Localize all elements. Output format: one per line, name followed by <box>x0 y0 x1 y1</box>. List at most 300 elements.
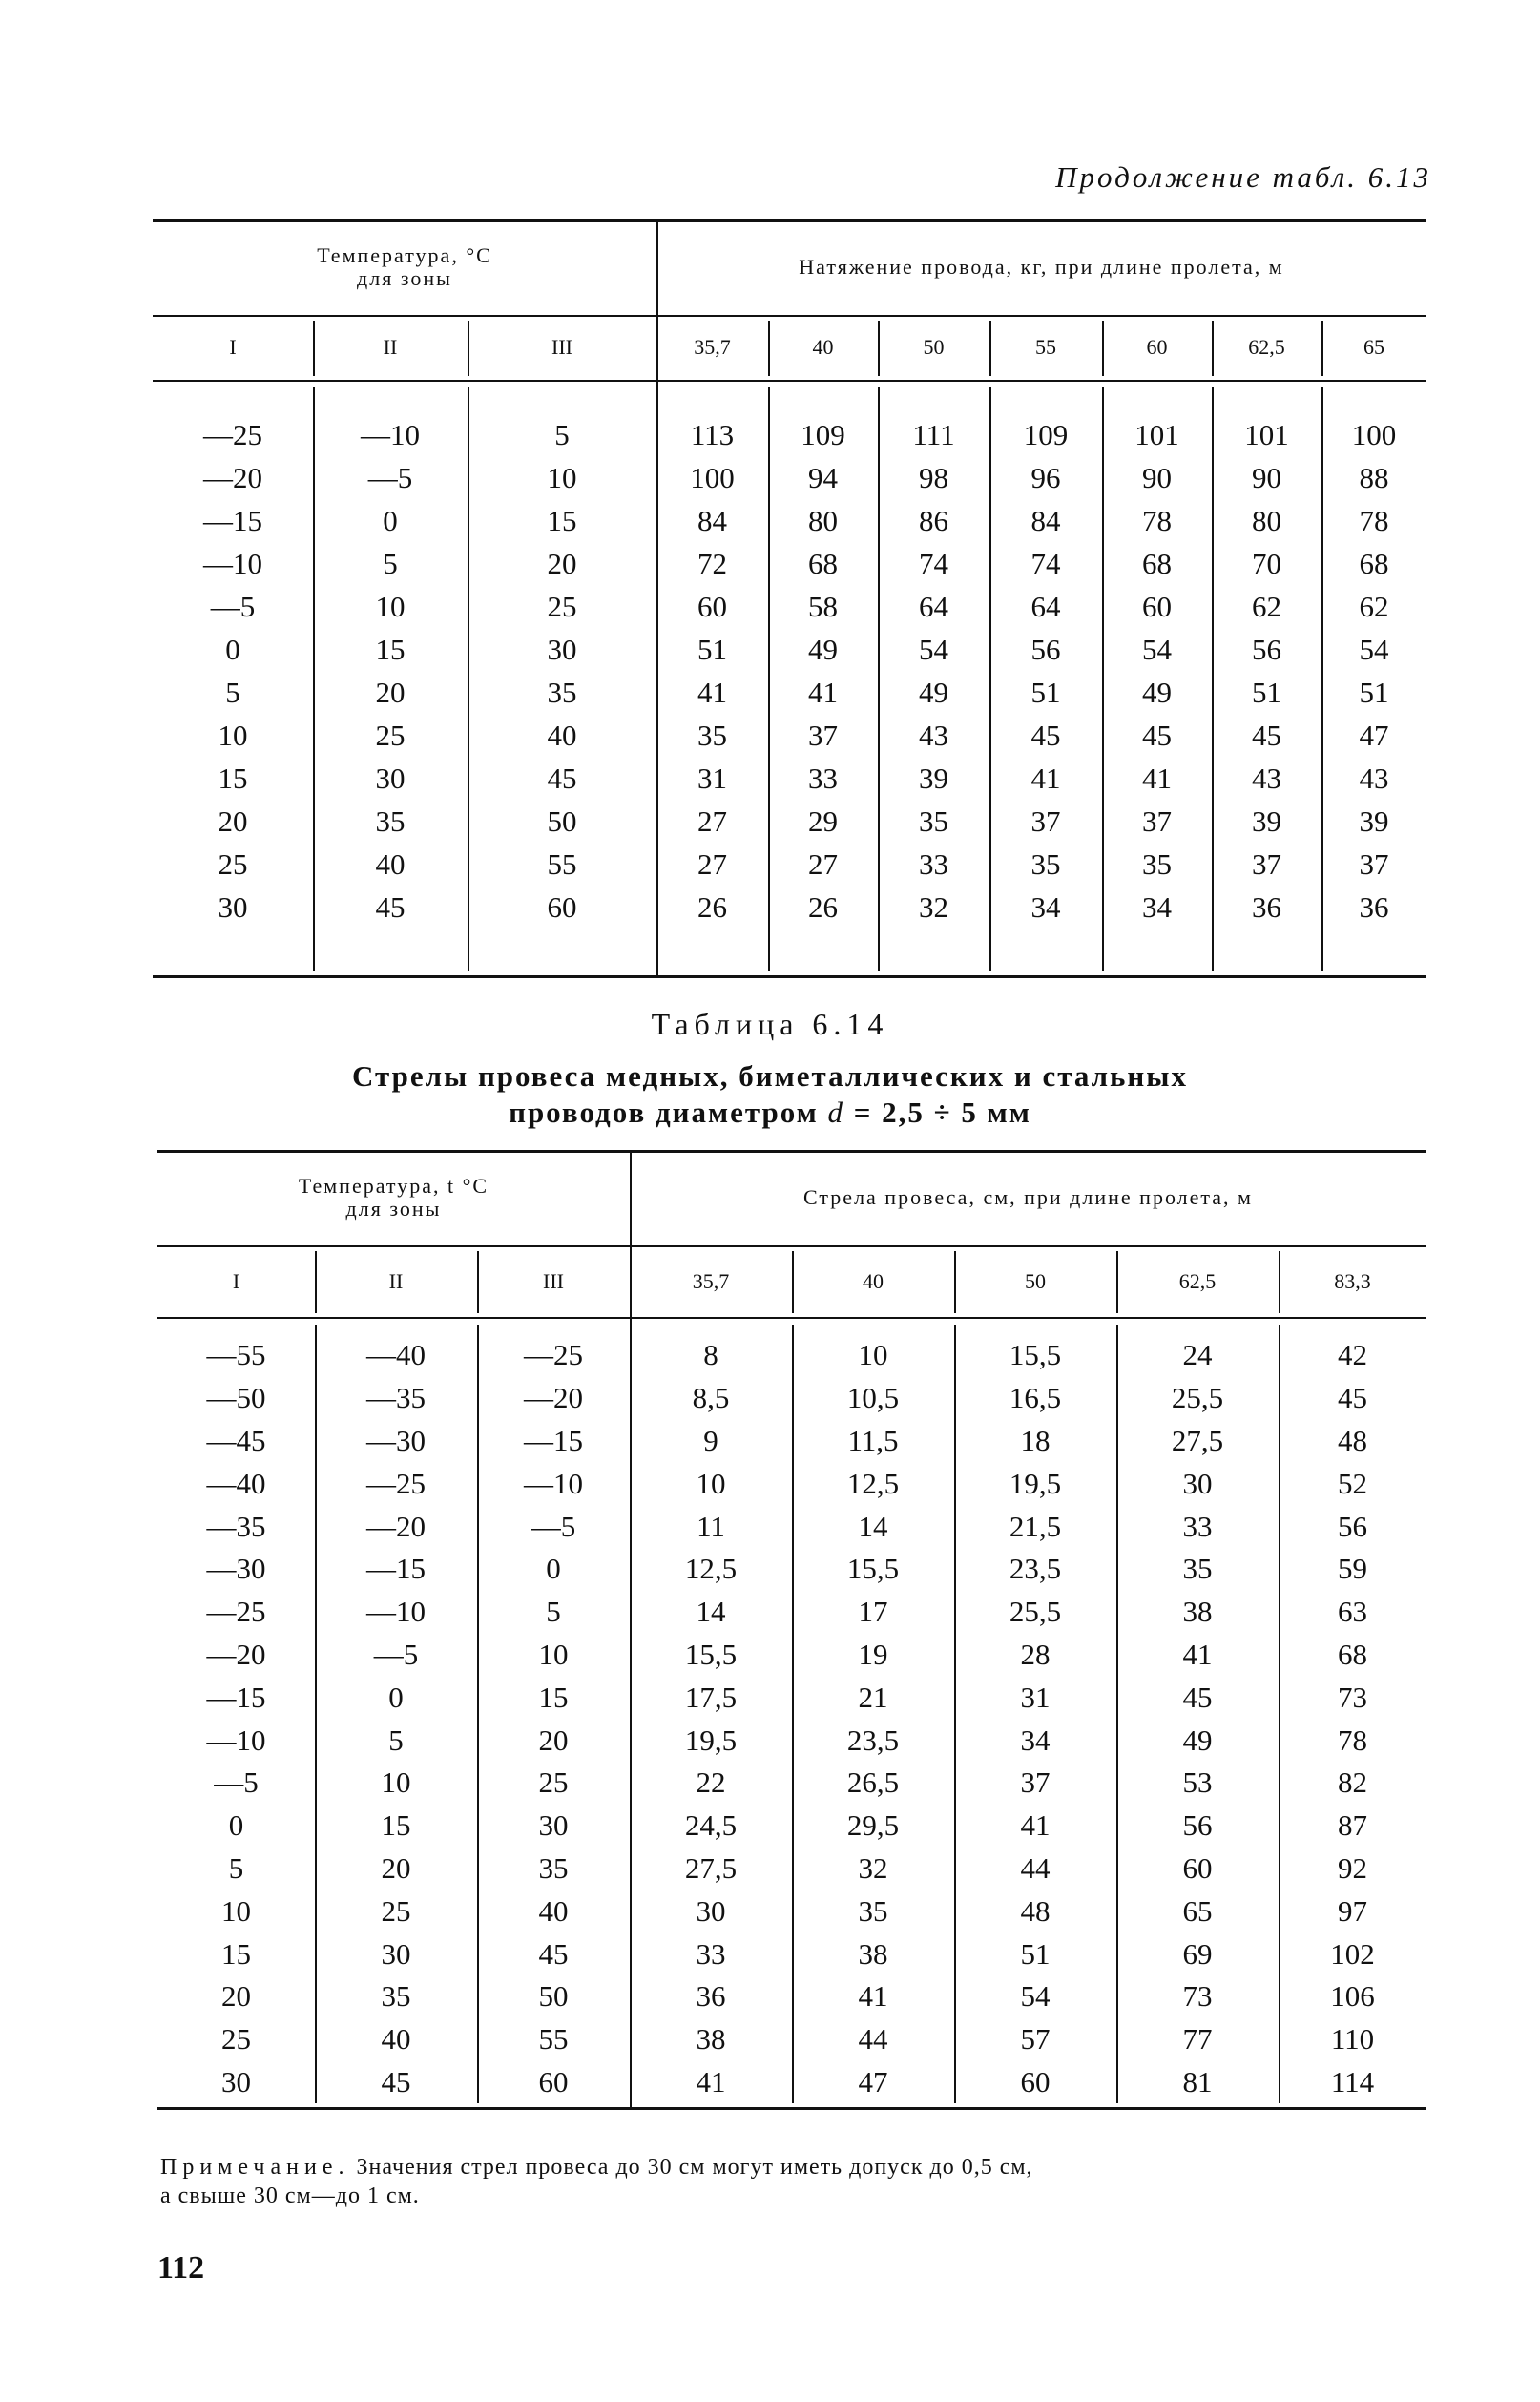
temperature-cell: 5 <box>225 675 240 709</box>
value-cell: 68 <box>1142 546 1172 580</box>
temperature-cell: 0 <box>383 503 398 537</box>
temperature-cell: 5 <box>388 1723 404 1757</box>
temperature-cell: —25 <box>366 1466 426 1500</box>
value-cell: 34 <box>1020 1723 1051 1757</box>
temperature-cell: 10 <box>381 1765 411 1800</box>
value-cell: 35 <box>1142 846 1172 881</box>
temperature-cell: —5 <box>531 1509 576 1543</box>
value-cell: 36 <box>1359 889 1389 924</box>
value-cell: 17,5 <box>684 1680 738 1714</box>
value-cell: 41 <box>696 2064 726 2099</box>
value-cell: 106 <box>1330 1979 1375 2014</box>
value-cell: 27 <box>697 846 727 881</box>
table-title-var: d <box>827 1096 844 1129</box>
value-cell: 60 <box>1182 1850 1213 1885</box>
temperature-cell: 15 <box>221 1936 251 1971</box>
temperature-cell: 0 <box>225 632 240 666</box>
value-cell: 32 <box>858 1850 888 1885</box>
temperature-cell: 35 <box>538 1850 569 1885</box>
value-cell: 45 <box>1142 718 1172 752</box>
temperature-cell: 30 <box>381 1936 411 1971</box>
value-cell: 14 <box>696 1595 726 1629</box>
value-cell: 80 <box>808 503 838 537</box>
value-cell: 35 <box>858 1893 888 1928</box>
value-cell: 37 <box>808 718 838 752</box>
value-cell: 35 <box>919 804 948 838</box>
temperature-header-line1: Температура, °С <box>317 243 492 267</box>
value-cell: 43 <box>1359 761 1389 795</box>
temperature-cell: —15 <box>366 1552 426 1586</box>
temperature-cell: 30 <box>218 889 248 924</box>
value-cell: 96 <box>1030 460 1061 494</box>
temperature-cell: 5 <box>383 546 398 580</box>
value-cell: 15,5 <box>846 1552 900 1586</box>
value-cell: 33 <box>919 846 948 881</box>
temperature-header-line2: для зоны <box>357 266 452 290</box>
value-cell: 16,5 <box>1009 1381 1062 1415</box>
value-cell: 26 <box>697 889 727 924</box>
span-column-header: 62,5 <box>1248 335 1285 359</box>
value-cell: 54 <box>1020 1979 1051 2014</box>
zone-column-header: II <box>388 1268 404 1293</box>
temperature-cell: 15 <box>381 1808 411 1843</box>
value-cell: 72 <box>697 546 727 580</box>
temperature-cell: —35 <box>206 1509 266 1543</box>
temperature-cell: —40 <box>206 1466 266 1500</box>
value-cell: 73 <box>1182 1979 1213 2014</box>
temperature-cell: 60 <box>538 2064 569 2099</box>
value-cell: 65 <box>1182 1893 1213 1928</box>
value-cell: 52 <box>1338 1466 1367 1500</box>
value-cell: 44 <box>858 2022 888 2057</box>
value-cell: 90 <box>1142 460 1172 494</box>
value-cell: 53 <box>1182 1765 1213 1800</box>
temperature-cell: 20 <box>218 804 248 838</box>
value-cell: 49 <box>808 632 838 666</box>
value-cell: 59 <box>1338 1552 1367 1586</box>
temperature-cell: 55 <box>538 2022 569 2057</box>
value-cell: 24,5 <box>684 1808 738 1843</box>
value-cell: 54 <box>1359 632 1389 666</box>
value-cell: 23,5 <box>1009 1552 1062 1586</box>
temperature-header <box>157 1150 630 1245</box>
value-cell: 32 <box>919 889 948 924</box>
table-bottom-rule <box>153 975 1426 978</box>
value-cell: 39 <box>1359 804 1389 838</box>
value-cell: 30 <box>696 1893 726 1928</box>
temperature-cell: 20 <box>221 1979 251 2014</box>
value-cell: 41 <box>1142 761 1172 795</box>
temperature-cell: 25 <box>538 1765 569 1800</box>
value-cell: 31 <box>1020 1680 1051 1714</box>
value-cell: 56 <box>1030 632 1061 666</box>
main-header: Натяжение провода, кг, при длине пролета, м <box>799 255 1284 279</box>
value-cell: 12,5 <box>846 1466 900 1500</box>
value-cell: 29,5 <box>846 1808 900 1843</box>
value-cell: 64 <box>1030 589 1061 623</box>
temperature-cell: 10 <box>547 460 577 494</box>
value-cell: 48 <box>1338 1423 1367 1457</box>
value-cell: 38 <box>858 1936 888 1971</box>
value-cell: 11,5 <box>847 1423 899 1457</box>
span-column-header: 65 <box>1363 335 1384 359</box>
value-cell: 48 <box>1020 1893 1051 1928</box>
value-cell: 43 <box>1252 761 1281 795</box>
value-cell: 57 <box>1020 2022 1051 2057</box>
value-cell: 8,5 <box>692 1381 730 1415</box>
value-cell: 27,5 <box>1171 1423 1224 1457</box>
value-cell: 39 <box>919 761 948 795</box>
zone-column-header: III <box>551 335 572 359</box>
value-cell: 44 <box>1020 1850 1051 1885</box>
value-cell: 73 <box>1338 1680 1367 1714</box>
value-cell: 81 <box>1182 2064 1213 2099</box>
value-cell: 82 <box>1338 1765 1367 1800</box>
value-cell: 31 <box>697 761 727 795</box>
temperature-cell: —5 <box>367 460 413 494</box>
value-cell: 100 <box>690 460 735 494</box>
temperature-cell: —15 <box>524 1423 583 1457</box>
value-cell: 33 <box>696 1936 726 1971</box>
temperature-cell: 5 <box>228 1850 244 1885</box>
value-cell: 15,5 <box>1009 1338 1062 1372</box>
value-cell: 74 <box>919 546 948 580</box>
value-cell: 10 <box>858 1338 888 1372</box>
value-cell: 87 <box>1338 1808 1367 1843</box>
value-cell: 41 <box>697 675 727 709</box>
zone-column-header: I <box>229 335 237 359</box>
value-cell: 84 <box>697 503 727 537</box>
temperature-cell: 15 <box>218 761 248 795</box>
value-cell: 51 <box>1020 1936 1051 1971</box>
temperature-header-line2: для зоны <box>345 1197 442 1221</box>
temperature-cell: 50 <box>538 1979 569 2014</box>
temperature-cell: 40 <box>381 2022 411 2057</box>
value-cell: 23,5 <box>846 1723 900 1757</box>
value-cell: 78 <box>1338 1723 1367 1757</box>
temperature-cell: 45 <box>547 761 577 795</box>
temperature-cell: —10 <box>361 417 420 451</box>
temperature-cell: 10 <box>375 589 406 623</box>
value-cell: 39 <box>1252 804 1281 838</box>
temperature-cell: 30 <box>375 761 406 795</box>
span-column-header: 40 <box>812 335 834 359</box>
value-cell: 36 <box>1252 889 1281 924</box>
value-cell: 45 <box>1338 1381 1367 1415</box>
table-bottom-rule <box>157 2107 1426 2110</box>
value-cell: 70 <box>1252 546 1281 580</box>
value-cell: 18 <box>1020 1423 1051 1457</box>
value-cell: 35 <box>1182 1552 1213 1586</box>
table-note <box>160 2153 1439 2210</box>
temperature-cell: —30 <box>206 1552 266 1586</box>
value-cell: 24 <box>1182 1338 1213 1372</box>
value-cell: 109 <box>801 417 845 451</box>
value-cell: 26 <box>808 889 838 924</box>
sag-table <box>157 1150 1426 2114</box>
tension-table <box>153 219 1426 983</box>
value-cell: 49 <box>1182 1723 1213 1757</box>
value-cell: 111 <box>912 417 955 451</box>
value-cell: 9 <box>703 1423 718 1457</box>
value-cell: 49 <box>1142 675 1172 709</box>
table-title-line2 <box>0 1096 1540 1130</box>
temperature-cell: 0 <box>388 1680 404 1714</box>
value-cell: 101 <box>1244 417 1289 451</box>
value-cell: 102 <box>1330 1936 1375 1971</box>
value-cell: 17 <box>858 1595 888 1629</box>
value-cell: 11 <box>697 1509 725 1543</box>
value-cell: 37 <box>1252 846 1281 881</box>
value-cell: 78 <box>1142 503 1172 537</box>
value-cell: 90 <box>1252 460 1281 494</box>
value-cell: 98 <box>919 460 948 494</box>
temperature-cell: 45 <box>381 2064 411 2099</box>
subheader-divider-rule <box>153 380 1426 382</box>
value-cell: 41 <box>808 675 838 709</box>
temperature-cell: 30 <box>221 2064 251 2099</box>
value-cell: 68 <box>1338 1637 1367 1671</box>
value-cell: 60 <box>1020 2064 1051 2099</box>
temperature-cell: 20 <box>375 675 406 709</box>
value-cell: 47 <box>858 2064 888 2099</box>
temperature-cell: —15 <box>206 1680 266 1714</box>
value-cell: 42 <box>1338 1338 1367 1372</box>
span-column-header: 83,3 <box>1334 1268 1371 1293</box>
value-cell: 88 <box>1359 460 1389 494</box>
temperature-cell: 55 <box>547 846 577 881</box>
temperature-cell: 40 <box>547 718 577 752</box>
temperature-cell: 40 <box>538 1893 569 1928</box>
temperature-cell: 0 <box>546 1552 561 1586</box>
span-column-header: 55 <box>1035 335 1056 359</box>
value-cell: 38 <box>696 2022 726 2057</box>
temperature-cell: 40 <box>375 846 406 881</box>
temperature-cell: 15 <box>375 632 406 666</box>
value-cell: 69 <box>1182 1936 1213 1971</box>
temperature-cell: 30 <box>547 632 577 666</box>
value-cell: 74 <box>1030 546 1061 580</box>
value-cell: 8 <box>703 1338 718 1372</box>
value-cell: 27 <box>697 804 727 838</box>
span-column-header: 35,7 <box>692 1268 730 1293</box>
temperature-cell: —25 <box>206 1595 266 1629</box>
page-number: 112 <box>157 2250 205 2286</box>
temperature-cell: 10 <box>218 718 248 752</box>
value-cell: 25,5 <box>1009 1595 1062 1629</box>
value-cell: 21,5 <box>1009 1509 1062 1543</box>
temperature-cell: —30 <box>366 1423 426 1457</box>
value-cell: 62 <box>1359 589 1389 623</box>
temperature-cell: 10 <box>538 1637 569 1671</box>
span-column-header: 40 <box>863 1268 884 1293</box>
value-cell: 56 <box>1182 1808 1213 1843</box>
temperature-cell: —25 <box>524 1338 583 1372</box>
value-cell: 10 <box>696 1466 726 1500</box>
value-cell: 43 <box>919 718 948 752</box>
temperature-cell: —5 <box>214 1765 259 1800</box>
temperature-cell: 5 <box>554 417 570 451</box>
temperature-cell: 30 <box>538 1808 569 1843</box>
value-cell: 33 <box>808 761 838 795</box>
value-cell: 54 <box>919 632 948 666</box>
temperature-cell: 15 <box>547 503 577 537</box>
value-cell: 37 <box>1020 1765 1051 1800</box>
value-cell: 80 <box>1252 503 1281 537</box>
value-cell: 26,5 <box>846 1765 900 1800</box>
value-cell: 47 <box>1359 718 1389 752</box>
value-cell: 30 <box>1182 1466 1213 1500</box>
span-column-header: 50 <box>1025 1268 1046 1293</box>
zone-column-header: II <box>383 335 398 359</box>
temperature-cell: —5 <box>210 589 256 623</box>
temperature-cell: —35 <box>366 1381 426 1415</box>
temperature-cell: 50 <box>547 804 577 838</box>
value-cell: 38 <box>1182 1595 1213 1629</box>
temperature-cell: —55 <box>206 1338 266 1372</box>
temperature-cell: —10 <box>524 1466 583 1500</box>
value-cell: 37 <box>1030 804 1061 838</box>
continuation-title: Продолжение табл. 6.13 <box>1055 160 1431 194</box>
zone-column-header: III <box>543 1268 564 1293</box>
value-cell: 58 <box>808 589 838 623</box>
value-cell: 29 <box>808 804 838 838</box>
value-cell: 54 <box>1142 632 1172 666</box>
value-cell: 63 <box>1338 1595 1367 1629</box>
value-cell: 25,5 <box>1171 1381 1224 1415</box>
temperature-cell: 25 <box>381 1893 411 1928</box>
value-cell: 68 <box>808 546 838 580</box>
value-cell: 51 <box>697 632 727 666</box>
value-cell: 68 <box>1359 546 1389 580</box>
value-cell: 56 <box>1252 632 1281 666</box>
value-cell: 19 <box>858 1637 888 1671</box>
value-cell: 34 <box>1030 889 1061 924</box>
value-cell: 14 <box>858 1509 888 1543</box>
value-cell: 51 <box>1359 675 1389 709</box>
value-cell: 114 <box>1330 2064 1375 2099</box>
value-cell: 41 <box>1020 1808 1051 1843</box>
temperature-cell: —10 <box>206 1723 266 1757</box>
value-cell: 51 <box>1030 675 1061 709</box>
value-cell: 10,5 <box>846 1381 900 1415</box>
value-cell: 60 <box>1142 589 1172 623</box>
temperature-cell: —20 <box>206 1637 266 1671</box>
value-cell: 56 <box>1338 1509 1367 1543</box>
value-cell: 27 <box>808 846 838 881</box>
value-cell: 35 <box>1030 846 1061 881</box>
value-cell: 101 <box>1134 417 1179 451</box>
value-cell: 12,5 <box>684 1552 738 1586</box>
value-cell: 22 <box>696 1765 726 1800</box>
table-label: Таблица 6.14 <box>651 1007 889 1041</box>
temperature-cell: —50 <box>206 1381 266 1415</box>
value-cell: 86 <box>919 503 948 537</box>
value-cell: 41 <box>858 1979 888 2014</box>
span-column-header: 50 <box>923 335 945 359</box>
value-cell: 37 <box>1359 846 1389 881</box>
span-column-header: 60 <box>1146 335 1168 359</box>
temperature-cell: —20 <box>203 460 262 494</box>
temperature-cell: 25 <box>221 2022 251 2057</box>
zone-column-header: I <box>232 1268 240 1293</box>
value-cell: 15,5 <box>684 1637 738 1671</box>
value-cell: 19,5 <box>684 1723 738 1757</box>
temperature-cell: 45 <box>538 1936 569 1971</box>
value-cell: 45 <box>1182 1680 1213 1714</box>
note-text-line2: а свыше 30 см—до 1 см. <box>160 2183 420 2208</box>
temperature-cell: —25 <box>203 417 262 451</box>
value-cell: 62 <box>1252 589 1281 623</box>
temperature-cell: —45 <box>206 1423 266 1457</box>
value-cell: 41 <box>1182 1637 1213 1671</box>
value-cell: 113 <box>690 417 735 451</box>
note-text-line1: Значения стрел провеса до 30 см могут иметь допуск до 0,5 см, <box>356 2155 1033 2180</box>
temperature-cell: 15 <box>538 1680 569 1714</box>
value-cell: 109 <box>1023 417 1069 451</box>
temperature-cell: 35 <box>547 675 577 709</box>
temperature-cell: —40 <box>366 1338 426 1372</box>
main-header: Стрела провеса, см, при длине пролета, м <box>803 1185 1253 1209</box>
table-title-pre: проводов диаметром <box>509 1096 819 1129</box>
temperature-cell: 35 <box>381 1979 411 2014</box>
temperature-header-line1: Температура, t °С <box>298 1174 489 1198</box>
temperature-cell: 20 <box>547 546 577 580</box>
temperature-cell: 20 <box>381 1850 411 1885</box>
table-title-post: = 2,5 ÷ 5 мм <box>853 1096 1031 1129</box>
value-cell: 100 <box>1351 417 1397 451</box>
value-cell: 60 <box>697 589 727 623</box>
subheader-divider-rule <box>157 1317 1426 1319</box>
value-cell: 77 <box>1182 2022 1213 2057</box>
temperature-cell: —15 <box>203 503 262 537</box>
temperature-cell: —20 <box>366 1509 426 1543</box>
span-column-header: 62,5 <box>1178 1268 1217 1293</box>
temperature-cell: 25 <box>375 718 406 752</box>
value-cell: 21 <box>858 1680 888 1714</box>
value-cell: 94 <box>808 460 838 494</box>
value-cell: 28 <box>1020 1637 1051 1671</box>
value-cell: 110 <box>1330 2022 1375 2057</box>
value-cell: 41 <box>1030 761 1061 795</box>
temperature-cell: 5 <box>546 1595 561 1629</box>
value-cell: 64 <box>919 589 948 623</box>
temperature-cell: 20 <box>538 1723 569 1757</box>
note-label: Примечание. <box>160 2155 350 2180</box>
temperature-cell: 0 <box>228 1808 244 1843</box>
value-cell: 36 <box>696 1979 726 2014</box>
value-cell: 92 <box>1338 1850 1367 1885</box>
value-cell: 19,5 <box>1009 1466 1062 1500</box>
temperature-cell: —20 <box>524 1381 583 1415</box>
value-cell: 33 <box>1182 1509 1213 1543</box>
temperature-cell: 60 <box>547 889 577 924</box>
temperature-cell: 35 <box>375 804 406 838</box>
value-cell: 45 <box>1030 718 1061 752</box>
temperature-cell: 25 <box>218 846 248 881</box>
value-cell: 35 <box>697 718 727 752</box>
temperature-cell: 25 <box>547 589 577 623</box>
temperature-cell: —10 <box>203 546 262 580</box>
value-cell: 78 <box>1359 503 1389 537</box>
temperature-header <box>153 219 656 315</box>
value-cell: 45 <box>1252 718 1281 752</box>
value-cell: 49 <box>919 675 948 709</box>
value-cell: 34 <box>1142 889 1172 924</box>
value-cell: 51 <box>1252 675 1281 709</box>
span-column-header: 35,7 <box>694 335 731 359</box>
value-cell: 84 <box>1030 503 1061 537</box>
